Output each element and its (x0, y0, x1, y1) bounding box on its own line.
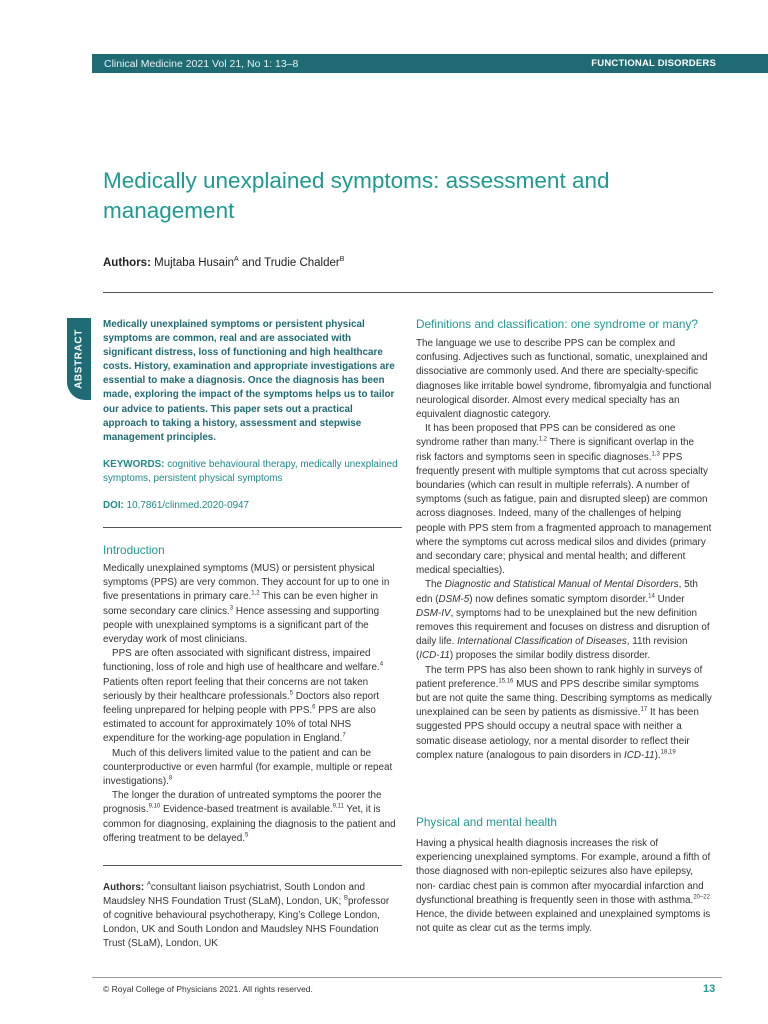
keywords-label: KEYWORDS: (103, 459, 165, 470)
reference-marker: 14 (648, 593, 655, 600)
abstract-tab (67, 318, 91, 400)
reference-marker: 5 (245, 832, 249, 839)
introduction-paragraph: The longer the duration of untreated symptoms the poorer the prognosis.$^{9,10}$ Evidence-based treatment is available.$^{9,11}$ Yet, it is common for diagnosing, explaining the diagnosis to the patient and offering treatment to be delayed.$^5$ (103, 790, 396, 844)
physical-mental-paragraph: Having a physical health diagnosis increases the risk of experiencing unexplained symptoms. For example, around a fifth of those diagnosed with non-epileptic seizures also have epilepsy, non- cardiac chest pain is common after myocardial infarction and dysfunctional breathing is frequently seen in those with asthma.$^{20-22}$ Hence, the divide between explained and unexplained symptoms is not quite as clear cut as the terms imply. (416, 838, 711, 935)
journal-header-bar (92, 54, 768, 73)
authors-conjunction: and (241, 257, 262, 269)
reference-marker: 17 (640, 706, 648, 713)
italic-term: ICD-11 (624, 749, 655, 761)
reference-marker: 1,2 (538, 437, 548, 444)
abstract-divider (103, 527, 402, 528)
introduction-paragraph: PPS are often associated with significant distress, impaired functioning, loss of role and high use of healthcare and welfare.$^4$ Patients often report feeling that their concerns are not taken seriously by their healthcare professionals.$^5$ Doctors also report feeling unprepared for helping people with PPS.$^6$ PPS are also estimated to account for approximately 10% of total NHS expenditure for the working-age population in England.$^7$ (103, 648, 384, 745)
authors-line (103, 257, 344, 269)
abstract-tab-label: ABSTRACT (73, 329, 85, 389)
reference-marker: 15,16 (498, 678, 514, 685)
journal-citation: Clinical Medicine 2021 Vol 21, No 1: 13–8 (104, 57, 299, 70)
reference-marker: 6 (312, 704, 316, 711)
footer-divider (92, 977, 722, 978)
definitions-paragraph: The term PPS has also been shown to rank highly in surveys of patient preference.$^{15,16}$ MUS and PPS describe similar symptoms but are not quite the same thing. Describing symptoms as medically unexplained can be seen by patients as dismissive.$^{17}$ It has been suggested PPS should occupy a neutral space with neither a somatic disease aetiology, nor a mental disorder to reflect their complex nature (analogous to pain disorders in ICD-11).$^{18,19}$ (416, 664, 712, 761)
reference-marker: 8 (168, 775, 173, 782)
keywords-list: cognitive behavioural therapy, medically unexplained symptoms, persistent physical symptoms (103, 459, 398, 484)
italic-term: DSM-IV (416, 607, 451, 619)
reference-marker: 9,11 (332, 804, 344, 811)
author-affiliations (103, 881, 393, 951)
title-divider (103, 292, 713, 293)
author-affiliations-text: $^A$consultant liaison psychiatrist, South London and Maudsley NHS Foundation Trust (SLaM), London, UK; $^B$professor of cognitive behavioural psychotherapy, King’s College London, London, UK and South London and Maudsley NHS Foundation Trust (SLaM), London, UK (103, 881, 390, 949)
italic-term: DSM-5 (438, 593, 470, 605)
author-1-affiliation: A (234, 256, 239, 264)
introduction-paragraph: Medically unexplained symptoms (MUS) or persistent physical symptoms (PPS) are very common. They account for up to one in five presentations in primary care.$^{1,2}$ This can be even higher in some secondary care clinics.$^3$ Hence assessing and supporting people with unexplained symptoms is a significant part of the everyday work of most clinicians. (103, 563, 390, 646)
introduction-paragraph: Much of this delivers limited value to the patient and can be counterproductive or even harmful (for example, multiple or repeat investigations).$^8$ (103, 747, 393, 788)
reference-marker: 3 (229, 605, 234, 612)
definitions-paragraph: The Diagnostic and Statistical Manual of Mental Disorders, 5th edn (DSM-5) now defines somatic symptom disorder.$^{14}$ Under DSM-IV, symptoms had to be unexplained but the new definition removes this requirement and focuses on distress and disruption of daily life. International Classification of Diseases, 11th revision (ICD-11) proposes the similar bodily distress disorder. (416, 579, 710, 662)
reference-marker: 20–22 (693, 894, 710, 901)
doi-link[interactable]: 10.7861/clinmed.2020-0947 (126, 500, 250, 511)
reference-marker: 5 (289, 690, 293, 697)
page-number: 13 (703, 983, 716, 995)
italic-term: Diagnostic and Statistical Manual of Mental Disorders (444, 579, 679, 591)
introduction-heading: Introduction (103, 543, 165, 557)
reference-marker: 18,19 (660, 749, 676, 756)
definitions-body (416, 337, 712, 763)
doi-label: DOI: (103, 500, 124, 511)
section-label: FUNCTIONAL DISORDERS (591, 58, 716, 69)
definitions-paragraph: It has been proposed that PPS can be considered as one syndrome rather than many.$^{1,2}$ There is significant overlap in the risk factors and symptoms seen in specific diagnoses.$^{1,3}$ PPS frequently present with multiple symptoms that cut across specialty boundaries (which can result in multiple referrals). A number of symptoms (such as fatigue, pain and disrupted sleep) are common across diagnoses. Indeed, many of the challenges of helping people with PPS stem from a fragmented approach to management where the symptoms cut across medical silos and divides (primary and secondary care; physical and mental health; and different medical specialties). (416, 423, 712, 577)
abstract-text: Medically unexplained symptoms or persistent physical symptoms are common, real and are associated with significant distress, loss of functioning and high healthcare costs. History, examination and appropriate investigations are essential to make a diagnosis. Once the diagnosis has been made, exploring the impact of the symptoms helps us to tailor our advice to patients. This paper sets out a practical approach to taking a history, assessment and stepwise management principles. (103, 319, 395, 443)
introduction-body (103, 562, 402, 846)
authors-label: Authors: (103, 257, 151, 269)
author-affiliations-label: Authors: (103, 882, 145, 893)
definitions-paragraph: The language we use to describe PPS can be complex and confusing. Adjectives such as functional, somatic, unexplained and dissociative are commonly used. And there are specialty-specific diagnoses like irritable bowel syndrome, fibromyalgia and functional neurological disorder. Almost every medical specialty has an equivalent diagnostic category. (416, 338, 712, 421)
keywords (103, 458, 399, 486)
reference-marker: A (146, 881, 151, 888)
copyright: © Royal College of Physicians 2021. All rights reserved. (103, 984, 313, 994)
reference-marker: 7 (342, 733, 346, 740)
italic-term: International Classification of Diseases (457, 636, 627, 648)
italic-term: ICD-11 (419, 650, 450, 662)
doi (103, 499, 249, 513)
author-1: Mujtaba Husain (154, 257, 235, 269)
author-note-divider (103, 865, 402, 866)
physical-mental-body (416, 837, 712, 936)
reference-marker: 1,3 (651, 451, 660, 458)
author-2-affiliation: B (339, 256, 345, 264)
definitions-heading: Definitions and classification: one syndrome or many? (416, 317, 698, 331)
reference-marker: 4 (379, 662, 384, 669)
reference-marker: 9,10 (148, 804, 161, 811)
author-2: Trudie Chalder (264, 257, 340, 269)
article-title: Medically unexplained symptoms: assessment and management (103, 168, 610, 223)
reference-marker: B (343, 895, 348, 902)
physical-mental-heading: Physical and mental health (416, 815, 557, 829)
reference-marker: 1,2 (251, 591, 260, 598)
